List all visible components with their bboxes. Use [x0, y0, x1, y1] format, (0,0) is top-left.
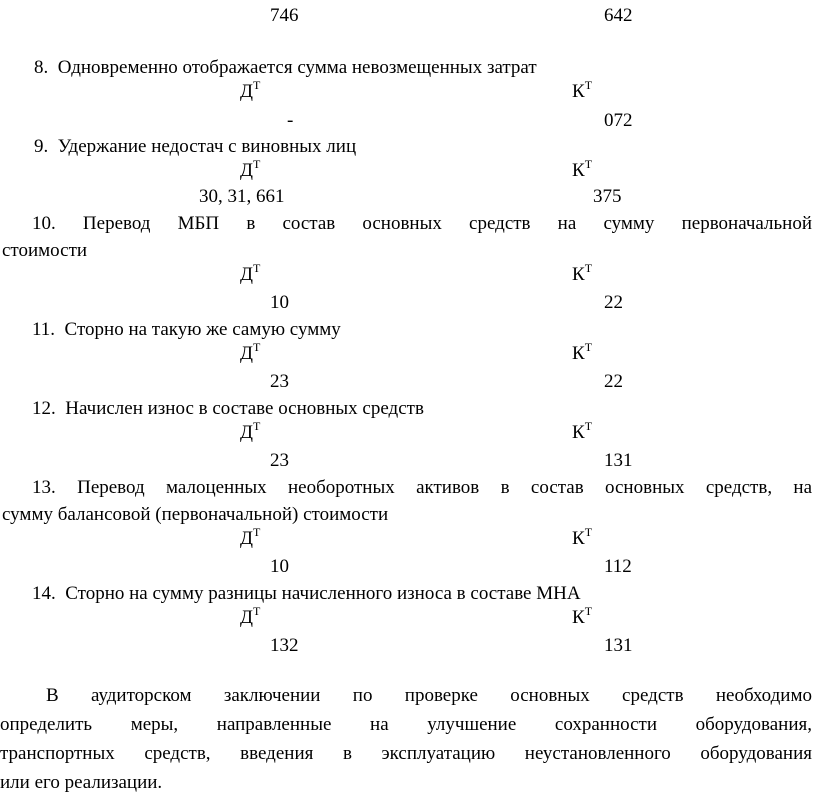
- entry-11-description: Сторно на такую же самую сумму: [64, 319, 341, 340]
- entry-13-debit: 10: [270, 556, 289, 577]
- entry-12-dt-label: $Д^Т$: [240, 418, 261, 443]
- entry-13-text-line1: [32, 477, 812, 499]
- entry-12-text: [32, 398, 424, 420]
- entry-14-dt-label: $Д^Т$: [240, 603, 261, 628]
- entry-14-debit: 132: [270, 635, 299, 656]
- entry-14-number: 14.: [32, 583, 56, 604]
- entry-10-description-line1: Перевод МБП в состав основных средств на сумму первоначальной: [82, 213, 813, 234]
- entry-10-kt-label: $К^Т$: [572, 260, 593, 285]
- entry-12-description: Начислен износ в составе основных средств: [65, 398, 424, 419]
- entry-10-debit: 10: [270, 292, 289, 313]
- entry-13-text-line2: сумму балансовой (первоначальной) стоимости: [2, 504, 389, 525]
- top-debit-value: 746: [270, 5, 299, 26]
- conclusion-line-3: транспортных средств, введения в эксплуатацию неустановленного оборудования: [0, 743, 812, 764]
- entry-10-dt-label: $Д^Т$: [240, 260, 261, 285]
- entry-14-kt-label: $К^Т$: [572, 603, 593, 628]
- entry-8-kt-label: $К^Т$: [572, 77, 593, 102]
- entry-10-text-line1: [32, 213, 812, 235]
- conclusion-line-1: В аудиторском заключении по проверке основных средств необходимо: [46, 685, 812, 706]
- entry-9-description: Удержание недостач с виновных лиц: [57, 136, 357, 157]
- entry-10-number: 10.: [32, 213, 56, 234]
- entry-11-kt-label: $К^Т$: [572, 339, 593, 364]
- entry-12-debit: 23: [270, 450, 289, 471]
- entry-9-kt-label: $К^Т$: [572, 156, 593, 181]
- entry-13-number: 13.: [32, 477, 56, 498]
- entry-9-credit: 375: [593, 186, 622, 207]
- top-credit-value: 642: [604, 5, 633, 26]
- entry-8-number: 8.: [34, 57, 49, 78]
- entry-11-dt-label: $Д^Т$: [240, 339, 261, 364]
- entry-13-dt-label: $Д^Т$: [240, 524, 261, 549]
- entry-8-debit: -: [287, 110, 294, 131]
- conclusion-paragraph: [0, 681, 812, 797]
- entry-8-dt-label: $Д^Т$: [240, 77, 261, 102]
- entry-9-dt-label: $Д^Т$: [240, 156, 261, 181]
- entry-14-credit: 131: [604, 635, 633, 656]
- entry-14-text: [32, 583, 581, 605]
- entry-13-credit: 112: [604, 556, 632, 577]
- entry-13-kt-label: $К^Т$: [572, 524, 593, 549]
- entry-11-debit: 23: [270, 371, 289, 392]
- entry-11-credit: 22: [604, 371, 623, 392]
- entry-8-text: [34, 57, 537, 79]
- entry-9-number: 9.: [34, 136, 49, 157]
- entry-10-credit: 22: [604, 292, 623, 313]
- entry-8-description: Одновременно отображается сумма невозмещенных затрат: [57, 57, 537, 78]
- entry-11-number: 11.: [32, 319, 56, 340]
- entry-12-kt-label: $К^Т$: [572, 418, 593, 443]
- entry-8-credit: 072: [604, 110, 633, 131]
- entry-11-text: [32, 319, 341, 341]
- conclusion-line-4: или его реализации.: [0, 772, 163, 793]
- entry-9-text: [34, 136, 356, 158]
- conclusion-line-2: определить меры, направленные на улучшение сохранности оборудования,: [0, 714, 812, 735]
- entry-14-description: Сторно на сумму разницы начисленного износа в составе МНА: [65, 583, 581, 604]
- entry-10-text-line2: стоимости: [2, 240, 88, 261]
- entry-12-credit: 131: [604, 450, 633, 471]
- entry-13-description-line1: Перевод малоценных необоротных активов в состав основных средств, на: [77, 477, 813, 498]
- entry-12-number: 12.: [32, 398, 56, 419]
- entry-9-debit: 30, 31, 661: [199, 186, 285, 207]
